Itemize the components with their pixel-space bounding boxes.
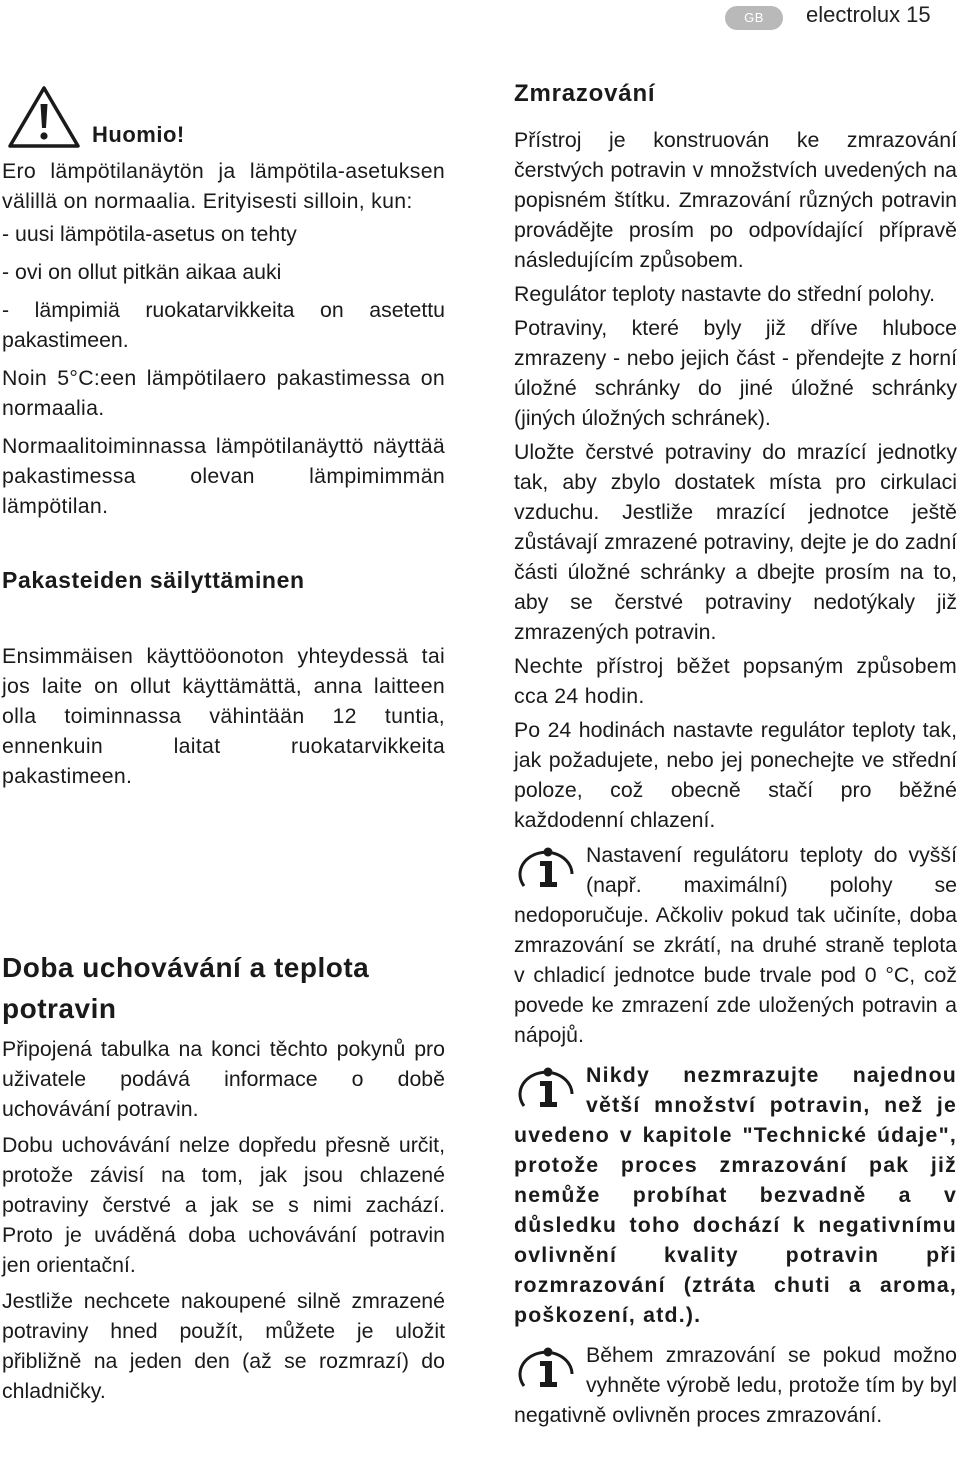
info-note-text: Během zmrazování se pokud možno vyhněte výrobě ledu, protože tím by byl negativně ovlivněn proces zmrazování. bbox=[514, 1343, 957, 1427]
info-note-1 bbox=[514, 840, 957, 1050]
warning-paragraph: - uusi lämpötila-asetus on tehty bbox=[2, 222, 297, 246]
info-note-3 bbox=[514, 1340, 957, 1430]
freezing-paragraph: Uložte čerstvé potraviny do mrazící jednotky tak, aby zbylo dostatek místa pro cirkulaci vzduchu. Jestliže mrazící jednotce ještě zůstávají zmrazené potraviny, dejte je do zadní části úložné schránky a dbejte prosím na to, aby se čerstvé potraviny nedotýkaly již zmrazených potravin. bbox=[514, 440, 957, 644]
brand-name: electrolux bbox=[806, 2, 901, 27]
info-note-text: Nastavení regulátoru teploty do vyšší (např. maximální) polohy se nedoporučuje. Ačkoliv pokud tak učiníte, doba zmrazování se zkrátí, na druhé straně teplota v chladicí jednotce bude trvale pod 0 °C, což povede ke zmrazení zde uložených potravin a nápojů. bbox=[514, 843, 957, 1047]
freezing-paragraph: Nechte přístroj běžet popsaným způsobem cca 24 hodin. bbox=[514, 654, 957, 708]
keeping-paragraph: Jestliže nechcete nakoupené silně zmrazené potraviny hned použít, můžete je uložit přibližně na jeden den (až se rozmrazí) do chladničky. bbox=[2, 1289, 445, 1403]
right-column bbox=[514, 78, 957, 1430]
freezing-paragraph: Po 24 hodinách nastavte regulátor teploty tak, jak požadujete, nebo jej ponechejte ve střední poloze, což obecně stačí pro běžné každodenní chlazení. bbox=[514, 718, 957, 832]
keeping-paragraph: Připojená tabulka na konci těchto pokynů pro uživatele podává informace o době uchovávání potravin. bbox=[2, 1037, 445, 1121]
warning-paragraph: - ovi on ollut pitkän aikaa auki bbox=[2, 260, 282, 284]
warning-header bbox=[2, 84, 445, 154]
keeping-paragraph: Dobu uchovávání nelze dopředu přesně určit, protože závisí na tom, jak jsou chlazené potraviny čerstvé a jak se s nimi zachází. Proto je uváděná doba uchovávání potravin jen orientační. bbox=[2, 1133, 445, 1277]
storage-heading: Pakasteiden säilyttäminen bbox=[2, 567, 305, 593]
warning-text bbox=[2, 156, 445, 521]
warning-paragraph: - lämpimiä ruokatarvikkeita on asetettu pakastimeen. bbox=[2, 298, 445, 352]
info-icon bbox=[514, 840, 580, 896]
warning-title: Huomio! bbox=[92, 122, 185, 147]
warning-paragraph: Normaalitoiminnassa lämpötilanäyttö näyttää pakastimessa olevan lämpimimmän lämpötilan. bbox=[2, 434, 445, 518]
language-badge: GB bbox=[725, 6, 783, 30]
freezing-paragraph: Potraviny, které byly již dříve hluboce zmrazeny - nebo jejich část - přendejte z horní úložné schránky do jiné úložné schránky (jiných úložných schránek). bbox=[514, 316, 957, 430]
freezing-paragraph: Přístroj je konstruován ke zmrazování čerstvých potravin v množstvích uvedených na popisném štítku. Zmrazování různých potravin provádějte prosím po odpovídající přípravě následujícím způsobem. bbox=[514, 128, 957, 272]
warning-paragraph: Noin 5°C:een lämpötilaero pakastimessa on normaalia. bbox=[2, 366, 445, 420]
info-note-text: Nikdy nezmrazujte najednou větší množství potravin, než je uvedeno v kapitole "Technické údaje", protože proces zmrazování pak již nemůže probíhat bezvadně a v důsledku toho dochází k negativnímu ovlivnění kvality potravin při rozmrazování (ztráta chuti a aroma, poškození, atd.). bbox=[514, 1063, 957, 1327]
freezing-text bbox=[514, 125, 957, 835]
info-note-2 bbox=[514, 1060, 957, 1330]
warning-triangle-icon bbox=[6, 84, 82, 150]
left-column bbox=[2, 84, 445, 1406]
warning-paragraph: Ero lämpötilanäytön ja lämpötila-asetuksen välillä on normaalia. Erityisesti silloin, kun: bbox=[2, 159, 445, 213]
page-number: 15 bbox=[906, 2, 931, 27]
keeping-text bbox=[2, 1034, 445, 1406]
freezing-paragraph: Regulátor teploty nastavte do střední polohy. bbox=[514, 282, 936, 306]
keeping-heading: Doba uchovávání a teplota potravin bbox=[2, 952, 370, 1024]
storage-paragraph: Ensimmäisen käyttööonoton yhteydessä tai jos laite on ollut käyttämättä, anna laitteen olla toiminnassa vähintään 12 tuntia, ennenkuin laitat ruokatarvikkeita pakastimeen. bbox=[2, 644, 445, 788]
freezing-heading: Zmrazování bbox=[514, 80, 656, 107]
brand-and-page bbox=[806, 2, 931, 28]
info-icon bbox=[514, 1060, 580, 1116]
info-icon bbox=[514, 1340, 580, 1396]
